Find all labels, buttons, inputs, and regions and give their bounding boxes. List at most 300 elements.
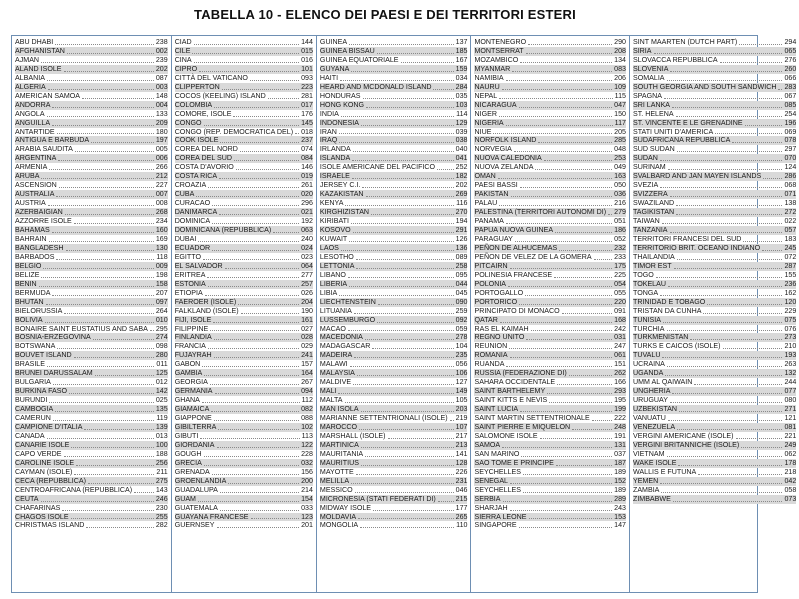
dot-leader: [47, 366, 154, 367]
dot-leader: [214, 357, 299, 358]
country-row: [474, 521, 626, 530]
country-row: [633, 495, 796, 504]
country-name: LIBERIA: [319, 279, 348, 288]
country-code: 072: [784, 252, 797, 261]
dot-leader: [355, 492, 454, 493]
dot-leader: [667, 366, 783, 367]
country-row: [15, 450, 168, 459]
country-code: 229: [784, 306, 797, 315]
country-name: ISRAELE: [319, 172, 350, 181]
country-code: 155: [784, 270, 797, 279]
country-name: CURACAO: [174, 199, 211, 208]
country-row: [474, 307, 626, 316]
country-name: CAROLINE ISOLE: [15, 458, 75, 467]
dot-leader: [732, 142, 782, 143]
country-row: [474, 342, 626, 351]
country-row: [633, 342, 796, 351]
dot-leader: [340, 80, 454, 81]
country-name: GUERNSEY: [174, 521, 215, 530]
dot-leader: [194, 44, 299, 45]
country-name: CUBA: [174, 190, 195, 199]
country-code: 217: [455, 431, 468, 440]
country-row: [15, 119, 168, 128]
dot-leader: [338, 393, 453, 394]
dot-leader: [662, 223, 783, 224]
country-row: [320, 387, 468, 396]
country-name: DUBAI: [174, 234, 197, 243]
dot-leader: [526, 53, 613, 54]
country-name: UZBEKISTAN: [632, 405, 677, 414]
country-row: [474, 190, 626, 199]
country-row: [320, 47, 468, 56]
country-name: GIAPPONE: [174, 414, 212, 423]
country-row: [474, 495, 626, 504]
country-row: [320, 298, 468, 307]
dot-leader: [743, 241, 782, 242]
country-row: [474, 83, 626, 92]
dot-leader: [703, 313, 782, 314]
dot-leader: [53, 420, 155, 421]
country-code: 216: [614, 199, 626, 208]
dot-leader: [361, 125, 454, 126]
country-code: 233: [614, 252, 626, 261]
dot-leader: [236, 169, 299, 170]
country-code: 240: [301, 234, 313, 243]
country-row: [320, 486, 468, 495]
country-name: ANTARTIDE: [15, 127, 55, 136]
dot-leader: [95, 375, 154, 376]
dot-leader: [214, 107, 299, 108]
dot-leader: [349, 286, 454, 287]
country-row: [474, 289, 626, 298]
country-name: NIGER: [474, 109, 497, 118]
country-code: 037: [614, 449, 626, 458]
country-name: PRINCIPATO DI MONACO: [474, 306, 560, 315]
country-row: [474, 360, 626, 369]
country-code: 274: [155, 333, 168, 342]
table-column-3: [317, 36, 472, 592]
country-name: CANARIE ISOLE: [15, 440, 70, 449]
country-name: CANADA: [15, 431, 45, 440]
country-name: BRUNEI DARUSSALAM: [15, 369, 93, 378]
country-row: [474, 154, 626, 163]
country-name: SOMALIA: [632, 73, 665, 82]
country-code: 255: [155, 512, 168, 521]
country-row: [15, 271, 168, 280]
country-code: 138: [784, 199, 797, 208]
dot-leader: [71, 518, 154, 519]
dot-leader: [499, 116, 612, 117]
dot-leader: [670, 232, 783, 233]
dot-leader: [676, 205, 782, 206]
country-name: SENEGAL: [474, 476, 508, 485]
country-code: 289: [614, 494, 626, 503]
country-code: 094: [301, 387, 313, 396]
country-name: NUOVA CALEDONIA: [474, 154, 542, 163]
dot-leader: [39, 286, 154, 287]
country-code: 266: [155, 163, 168, 172]
dot-leader: [55, 44, 154, 45]
dot-leader: [359, 429, 454, 430]
table-column-2: [172, 36, 317, 592]
country-name: SURINAM: [632, 163, 666, 172]
dot-leader: [238, 304, 299, 305]
dot-leader: [212, 205, 299, 206]
country-code: 186: [614, 226, 626, 235]
dot-leader: [64, 313, 154, 314]
country-code: 193: [784, 351, 797, 360]
country-code: 199: [614, 405, 626, 414]
country-row: [175, 47, 313, 56]
country-row: [320, 119, 468, 128]
country-code: 294: [784, 38, 797, 46]
country-code: 245: [784, 243, 797, 252]
country-code: 054: [614, 279, 626, 288]
country-row: [320, 316, 468, 325]
dot-leader: [345, 402, 454, 403]
country-code: 134: [614, 55, 626, 64]
country-row: [474, 423, 626, 432]
country-code: 207: [155, 288, 168, 297]
country-name: CEUTA: [15, 494, 39, 503]
country-name: ZIMBABWE: [632, 494, 671, 503]
dot-leader: [214, 339, 299, 340]
country-name: SVIZZERA: [632, 190, 668, 199]
dot-leader: [217, 527, 300, 528]
country-row: [320, 128, 468, 137]
country-row: [15, 360, 168, 369]
country-row: [320, 477, 468, 486]
country-row: [175, 513, 313, 522]
country-row: [633, 172, 796, 181]
country-name: URUGUAY: [632, 396, 668, 405]
country-name: AFGHANISTAN: [15, 46, 65, 55]
country-code: 222: [614, 414, 626, 423]
dot-leader: [519, 304, 612, 305]
country-code: 129: [455, 118, 468, 127]
country-row: [320, 378, 468, 387]
country-code: 017: [301, 100, 313, 109]
country-row: [633, 154, 796, 163]
country-name: VERGINI AMERICANE (ISOLE): [632, 431, 734, 440]
country-code: 092: [455, 315, 468, 324]
country-row: [633, 65, 796, 74]
country-code: 265: [455, 512, 468, 521]
country-name: SEYCHELLES: [474, 467, 522, 476]
country-row: [175, 190, 313, 199]
dot-leader: [670, 196, 783, 197]
country-code: 119: [156, 414, 168, 423]
dot-leader: [212, 223, 299, 224]
country-code: 176: [301, 109, 313, 118]
country-row: [15, 369, 168, 378]
dot-leader: [608, 214, 612, 215]
country-name: ALBANIA: [15, 73, 45, 82]
dot-leader: [523, 474, 612, 475]
country-code: 202: [155, 64, 168, 73]
country-name: FALKLAND (ISOLE): [174, 306, 239, 315]
dot-leader: [549, 402, 612, 403]
country-row: [175, 369, 313, 378]
country-code: 098: [155, 342, 168, 351]
dot-leader: [365, 339, 454, 340]
dot-leader: [43, 268, 153, 269]
country-code: 067: [784, 91, 797, 100]
country-code: 126: [455, 234, 468, 243]
country-name: TONGA: [632, 288, 659, 297]
country-code: 258: [455, 261, 468, 270]
country-row: [474, 110, 626, 119]
dot-leader: [437, 169, 454, 170]
country-row: [633, 110, 796, 119]
dot-leader: [654, 53, 783, 54]
dot-leader: [134, 492, 154, 493]
dot-leader: [251, 518, 300, 519]
country-code: 277: [301, 270, 313, 279]
country-row: [474, 235, 626, 244]
country-name: MICRONESIA (STATI FEDERATI DI): [319, 494, 436, 503]
dot-leader: [41, 62, 154, 63]
country-code: 041: [455, 154, 468, 163]
dot-leader: [356, 474, 454, 475]
country-row: [633, 101, 796, 110]
country-name: TAIWAN: [632, 217, 660, 226]
country-code: 275: [155, 476, 168, 485]
dot-leader: [745, 125, 783, 126]
country-code: 077: [784, 387, 797, 396]
country-row: [175, 351, 313, 360]
country-row: [320, 226, 468, 235]
country-name: ANDORRA: [15, 100, 51, 109]
country-row: [633, 56, 796, 65]
country-row: [175, 199, 313, 208]
country-name: NEPAL: [474, 91, 498, 100]
country-code: 219: [455, 414, 468, 423]
country-name: NORVEGIA: [474, 145, 512, 154]
dot-leader: [49, 402, 154, 403]
dot-leader: [707, 304, 782, 305]
country-row: [474, 65, 626, 74]
dot-leader: [433, 89, 453, 90]
country-name: WAKE ISOLE: [632, 458, 677, 467]
country-row: [175, 163, 313, 172]
country-row: [320, 262, 468, 271]
country-name: ARABIA SAUDITA: [15, 145, 73, 154]
country-name: NIGERIA: [474, 118, 504, 127]
country-code: 133: [155, 109, 168, 118]
country-code: 254: [784, 109, 797, 118]
country-name: RAS EL KAIMAH: [474, 324, 529, 333]
country-code: 025: [155, 396, 168, 405]
dot-leader: [594, 259, 613, 260]
dot-leader: [670, 402, 783, 403]
country-row: [474, 181, 626, 190]
country-name: EL SALVADOR: [174, 261, 223, 270]
country-code: 261: [301, 181, 313, 190]
dot-leader: [506, 366, 612, 367]
country-code: 209: [155, 118, 168, 127]
country-row: [633, 423, 796, 432]
country-name: ARGENTINA: [15, 154, 57, 163]
dot-leader: [556, 465, 612, 466]
country-row: [320, 280, 468, 289]
country-name: TRINIDAD E TOBAGO: [632, 297, 706, 306]
country-code: 183: [784, 234, 797, 243]
country-name: QATAR: [474, 315, 498, 324]
country-name: SAINT PIERRE E MIQUELON: [474, 422, 571, 431]
country-code: 132: [784, 369, 797, 378]
country-name: BANGLADESH: [15, 243, 64, 252]
country-row: [474, 405, 626, 414]
country-row: [175, 56, 313, 65]
country-row: [320, 369, 468, 378]
country-name: GROENLANDIA: [174, 476, 227, 485]
country-code: 056: [455, 360, 468, 369]
dot-leader: [715, 133, 782, 134]
country-row: [175, 342, 313, 351]
country-row: [15, 154, 168, 163]
dot-leader: [544, 160, 612, 161]
country-code: 026: [301, 288, 313, 297]
country-name: ABU DHABI: [15, 38, 54, 46]
dot-leader: [378, 304, 454, 305]
country-name: COOK ISOLE: [174, 136, 219, 145]
country-code: 282: [155, 521, 168, 530]
country-code: 286: [784, 172, 797, 181]
dot-leader: [349, 44, 454, 45]
country-row: [320, 432, 468, 441]
dot-leader: [74, 357, 154, 358]
country-code: 148: [155, 91, 168, 100]
country-name: SAINT BARTHELEMY: [474, 387, 546, 396]
dot-leader: [205, 295, 299, 296]
country-code: 159: [455, 64, 468, 73]
country-code: 068: [784, 181, 797, 190]
dot-leader: [508, 286, 612, 287]
country-row: [175, 145, 313, 154]
country-row: [633, 163, 796, 172]
country-code: 093: [301, 73, 313, 82]
dot-leader: [62, 510, 154, 511]
dot-leader: [59, 187, 154, 188]
country-name: MAURITANIA: [319, 449, 364, 458]
country-name: SAN MARINO: [474, 449, 520, 458]
country-name: MAN ISOLA: [319, 405, 359, 414]
country-name: SUDAN: [632, 154, 658, 163]
country-code: 090: [455, 297, 468, 306]
country-code: 136: [455, 243, 468, 252]
dot-leader: [499, 205, 612, 206]
dot-leader: [202, 402, 300, 403]
dot-leader: [510, 268, 613, 269]
country-name: KIRIBATI: [319, 217, 349, 226]
country-row: [474, 387, 626, 396]
country-name: ESTONIA: [174, 279, 206, 288]
country-row: [474, 136, 626, 145]
country-row: [320, 181, 468, 190]
country-code: 046: [455, 485, 468, 494]
country-code: 019: [301, 172, 313, 181]
dot-leader: [547, 393, 612, 394]
dot-leader: [64, 71, 154, 72]
country-code: 164: [301, 369, 313, 378]
dot-leader: [535, 169, 612, 170]
country-code: 264: [155, 306, 168, 315]
country-name: BARBADOS: [15, 252, 55, 261]
country-row: [175, 325, 313, 334]
country-code: 253: [614, 154, 626, 163]
country-name: CAMBOGIA: [15, 405, 54, 414]
country-row: [175, 271, 313, 280]
country-row: [15, 56, 168, 65]
country-name: MELILLA: [319, 476, 350, 485]
country-row: [474, 432, 626, 441]
country-row: [474, 477, 626, 486]
dot-leader: [557, 384, 612, 385]
country-row: [320, 405, 468, 414]
country-name: BURUNDI: [15, 396, 48, 405]
country-code: 075: [784, 315, 797, 324]
country-row: [175, 289, 313, 298]
dot-leader: [150, 330, 154, 331]
country-code: 143: [155, 485, 168, 494]
country-code: 247: [614, 342, 626, 351]
country-code: 048: [614, 145, 626, 154]
country-row: [474, 378, 626, 387]
dot-leader: [366, 107, 454, 108]
country-code: 008: [155, 199, 168, 208]
country-code: 260: [784, 64, 797, 73]
country-code: 259: [455, 306, 468, 315]
dot-leader: [361, 465, 454, 466]
dot-leader: [377, 322, 454, 323]
dot-leader: [200, 438, 299, 439]
country-name: SEYCHELLES: [474, 485, 522, 494]
dot-leader: [210, 330, 299, 331]
country-row: [15, 262, 168, 271]
dot-leader: [736, 438, 783, 439]
country-code: 076: [784, 324, 797, 333]
country-name: KAZAKISTAN: [319, 190, 364, 199]
dot-leader: [215, 393, 300, 394]
country-row: [320, 325, 468, 334]
country-name: COSTA D'AVORIO: [174, 163, 234, 172]
country-row: [175, 110, 313, 119]
country-code: 124: [784, 163, 797, 172]
country-code-table: [11, 35, 797, 593]
country-name: PITCAIRN: [474, 261, 508, 270]
dot-leader: [720, 62, 783, 63]
country-row: [175, 172, 313, 181]
country-code: 149: [455, 387, 468, 396]
dot-leader: [660, 295, 782, 296]
country-name: CHAFARINAS: [15, 503, 61, 512]
country-code: 128: [455, 458, 468, 467]
country-code: 095: [455, 270, 468, 279]
country-row: [320, 136, 468, 145]
country-name: FAEROER (ISOLE): [174, 297, 237, 306]
country-row: [633, 262, 796, 271]
country-code: 074: [301, 145, 313, 154]
dot-leader: [208, 348, 299, 349]
country-code: 085: [784, 100, 797, 109]
dot-leader: [353, 384, 454, 385]
dot-leader: [529, 518, 613, 519]
dot-leader: [672, 393, 782, 394]
country-row: [175, 450, 313, 459]
country-name: UMM AL QAIWAIN: [632, 378, 693, 387]
country-code: 256: [155, 458, 168, 467]
